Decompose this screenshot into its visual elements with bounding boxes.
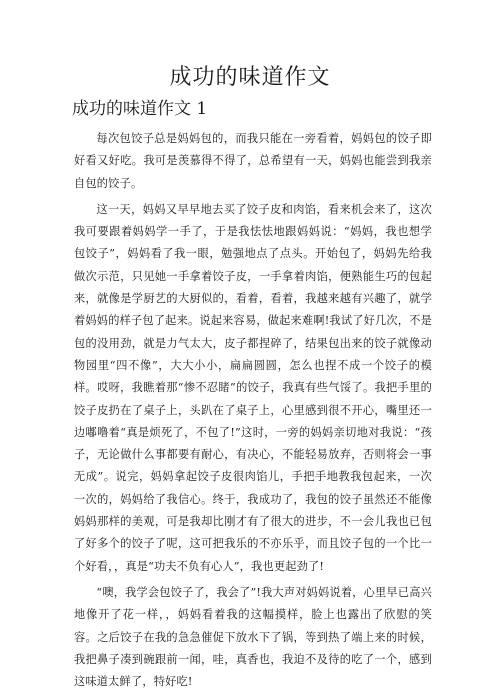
document-title: 成功的味道作文 <box>169 65 331 90</box>
section-title: 成功的味道作文 1 <box>72 99 208 119</box>
paragraph-3: “噢，我学会包饺子了，我会了”!我大声对妈妈说着，心里早已高兴地像开了花一样，，妈妈看着我的这幅摸样，脸上也露出了欣慰的笑容。之后饺子在我的急急催促下放水下了锅，等到热了端上来的时候，我把鼻子凑到碗跟前一闻，哇，真香也，我迫不及待的吃了一个，感到这味道太鲜了，特好吃! <box>74 585 432 689</box>
paragraph-2: 这一天，妈妈又早早地去买了饺子皮和肉馅，看来机会来了，这次我可要跟着妈妈学一手了，于是我怯怯地跟妈妈说：“妈妈，我也想学包饺子”，妈妈看了我一眼，勉强地点了点头。开始包了，妈妈先给我做次示范，只见她一手拿着饺子皮，一手拿着肉馅，便熟能生巧的包起来，就像是学厨艺的大厨似的，看着，看着，我越来越有兴趣了，就学着妈妈的样子包了起来。说起来容易，做起来难啊!我试了好几次，不是包的没用劲，就是力气太大，皮子都捏碎了，结果包出来的饺子就像动物园里“四不像”，大大小小，扁扁圆圆，怎么也捏不成一个饺子的模样。哎呀，我瞧着那“惨不忍睹”的饺子，我真有些气馁了。我把手里的饺子皮扔在了桌子上，头趴在了桌子上，心里感到很不开心，嘴里还一边嘟噜着“真是烦死了，不包了!”这时，一旁的妈妈亲切地对我说：“孩子，无论做什么事都要有耐心，有决心，不能轻易放弃，否则将会一事无成”。说完，妈妈拿起饺子皮很肉馅儿，手把手地教我包起来，一次一次的，妈妈给了我信心。终于，我成功了，我包的饺子虽然还不能像妈妈那样的美观，可是我却比刚才有了很大的进步，不一会儿我也已包了好多个的饺子了呢，这可把我乐的不亦乐乎，而且饺子包的一个比一个好看，，真是“功夫不负有心人”，我也更起劲了! <box>74 202 432 573</box>
paragraph-1: 每次包饺子总是妈妈包的，而我只能在一旁看着，妈妈包的饺子即好看又好吃。我可是羡慕得不得了，总希望有一天，妈妈也能尝到我亲自包的饺子。 <box>74 132 432 190</box>
document-body <box>74 128 432 697</box>
